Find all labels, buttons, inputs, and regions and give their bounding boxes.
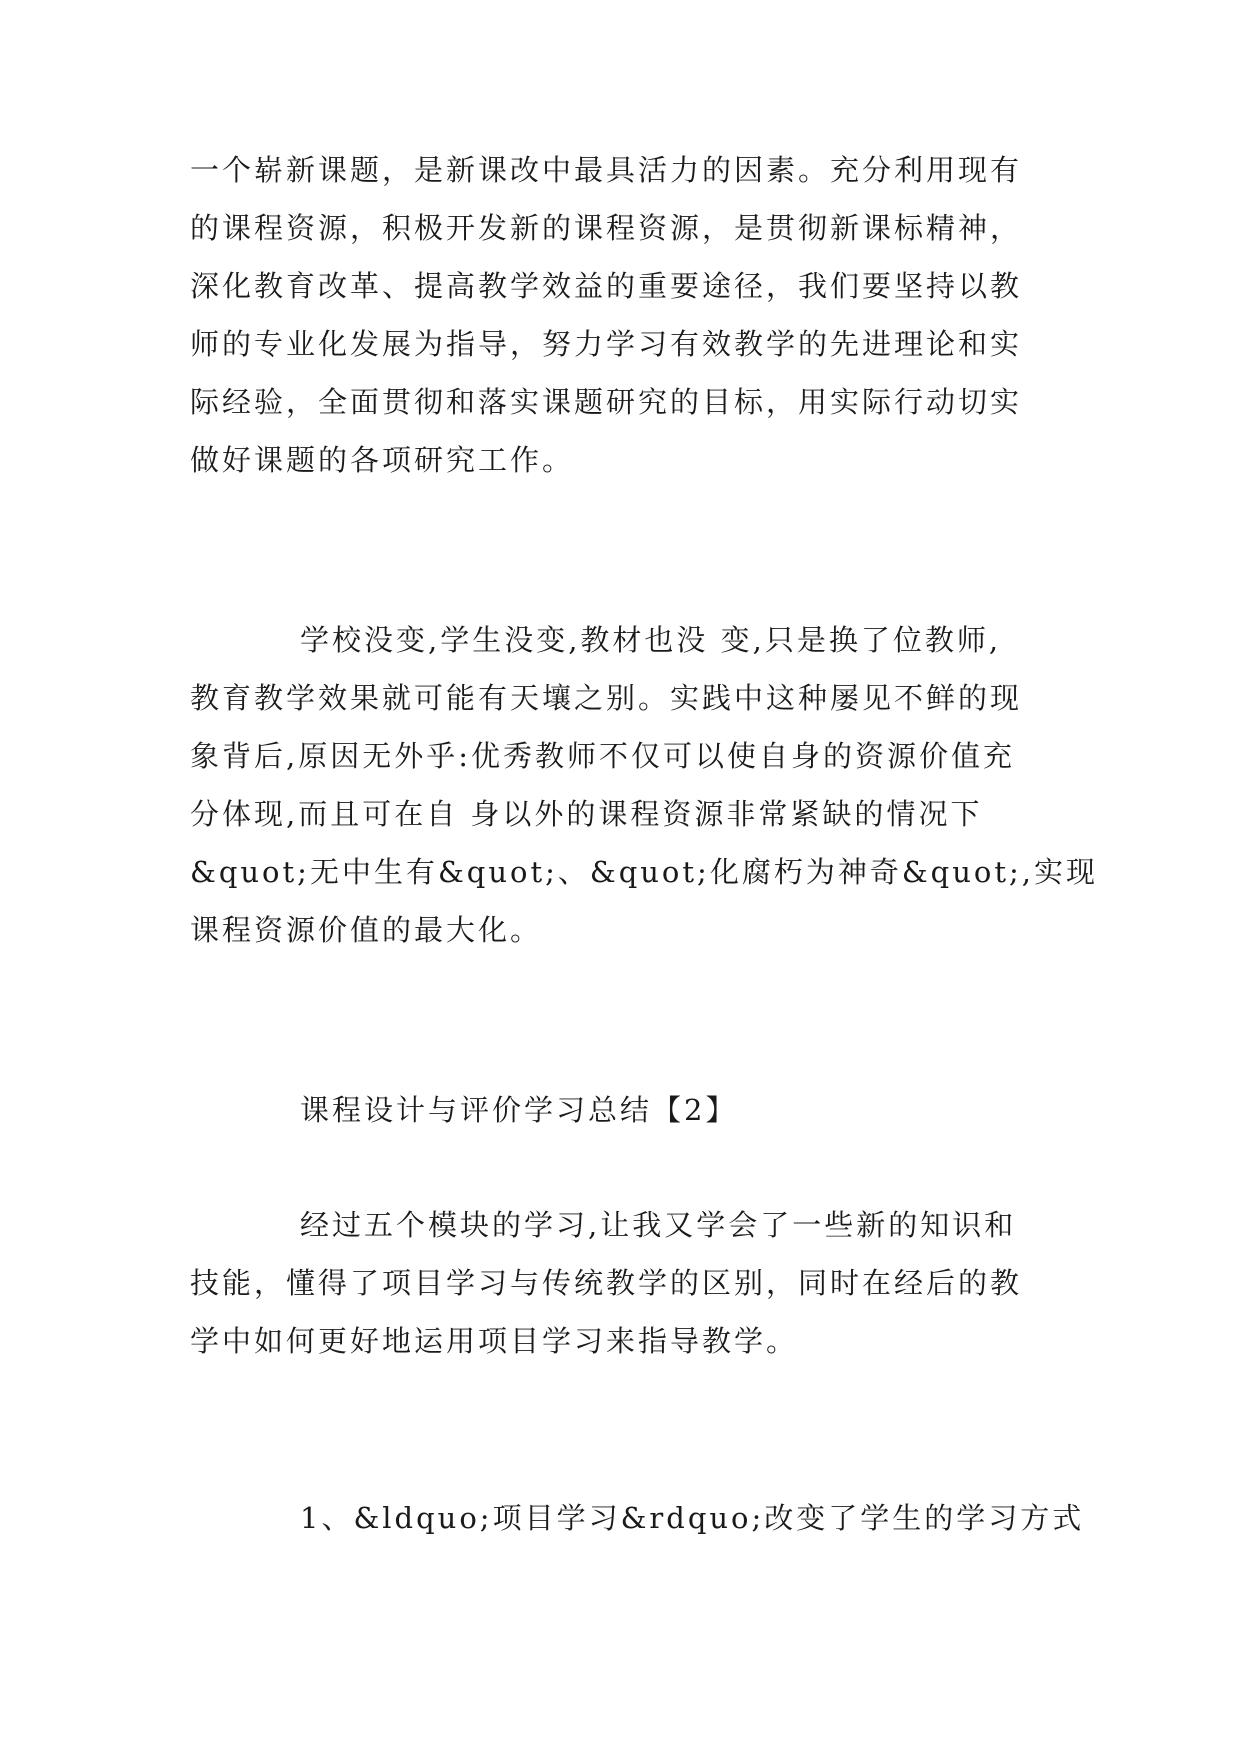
list-item: 1、&ldquo;项目学习&rdquo;改变了学生的学习方式 xyxy=(300,1501,1085,1535)
section-heading: 课程设计与评价学习总结【2】 xyxy=(300,1093,738,1127)
paragraph-line: 师的专业化发展为指导，努力学习有效教学的先进理论和实 xyxy=(190,327,1023,361)
paragraph-line: 深化教育改革、提高教学效益的重要途径，我们要坚持以教 xyxy=(190,269,1023,303)
paragraph-line: 学校没变,学生没变,教材也没 变,只是换了位教师, xyxy=(300,623,1002,657)
paragraph-line: 经过五个模块的学习,让我又学会了一些新的知识和 xyxy=(300,1208,1017,1242)
paragraph-line: 象背后,原因无外乎:优秀教师不仅可以使自身的资源价值充 xyxy=(190,739,1015,773)
paragraph-line: 的课程资源，积极开发新的课程资源，是贯彻新课标精神， xyxy=(190,211,1023,245)
paragraph-line: 技能，懂得了项目学习与传统教学的区别，同时在经后的教 xyxy=(190,1266,1023,1300)
paragraph-line: 分体现,而且可在自 身以外的课程资源非常紧缺的情况下 xyxy=(190,797,983,831)
paragraph-line: 教育教学效果就可能有天壤之别。实践中这种屡见不鲜的现 xyxy=(190,681,1023,715)
paragraph-line: 做好课题的各项研究工作。 xyxy=(190,443,575,477)
paragraph-line: 学中如何更好地运用项目学习来指导教学。 xyxy=(190,1324,799,1358)
paragraph-line: 课程资源价值的最大化。 xyxy=(190,913,543,947)
paragraph-line: 际经验，全面贯彻和落实课题研究的目标，用实际行动切实 xyxy=(190,385,1023,419)
paragraph-line: &quot;无中生有&quot;、&quot;化腐朽为神奇&quot;,实现 xyxy=(190,855,1098,889)
paragraph-line: 一个崭新课题，是新课改中最具活力的因素。充分利用现有 xyxy=(190,153,1023,187)
